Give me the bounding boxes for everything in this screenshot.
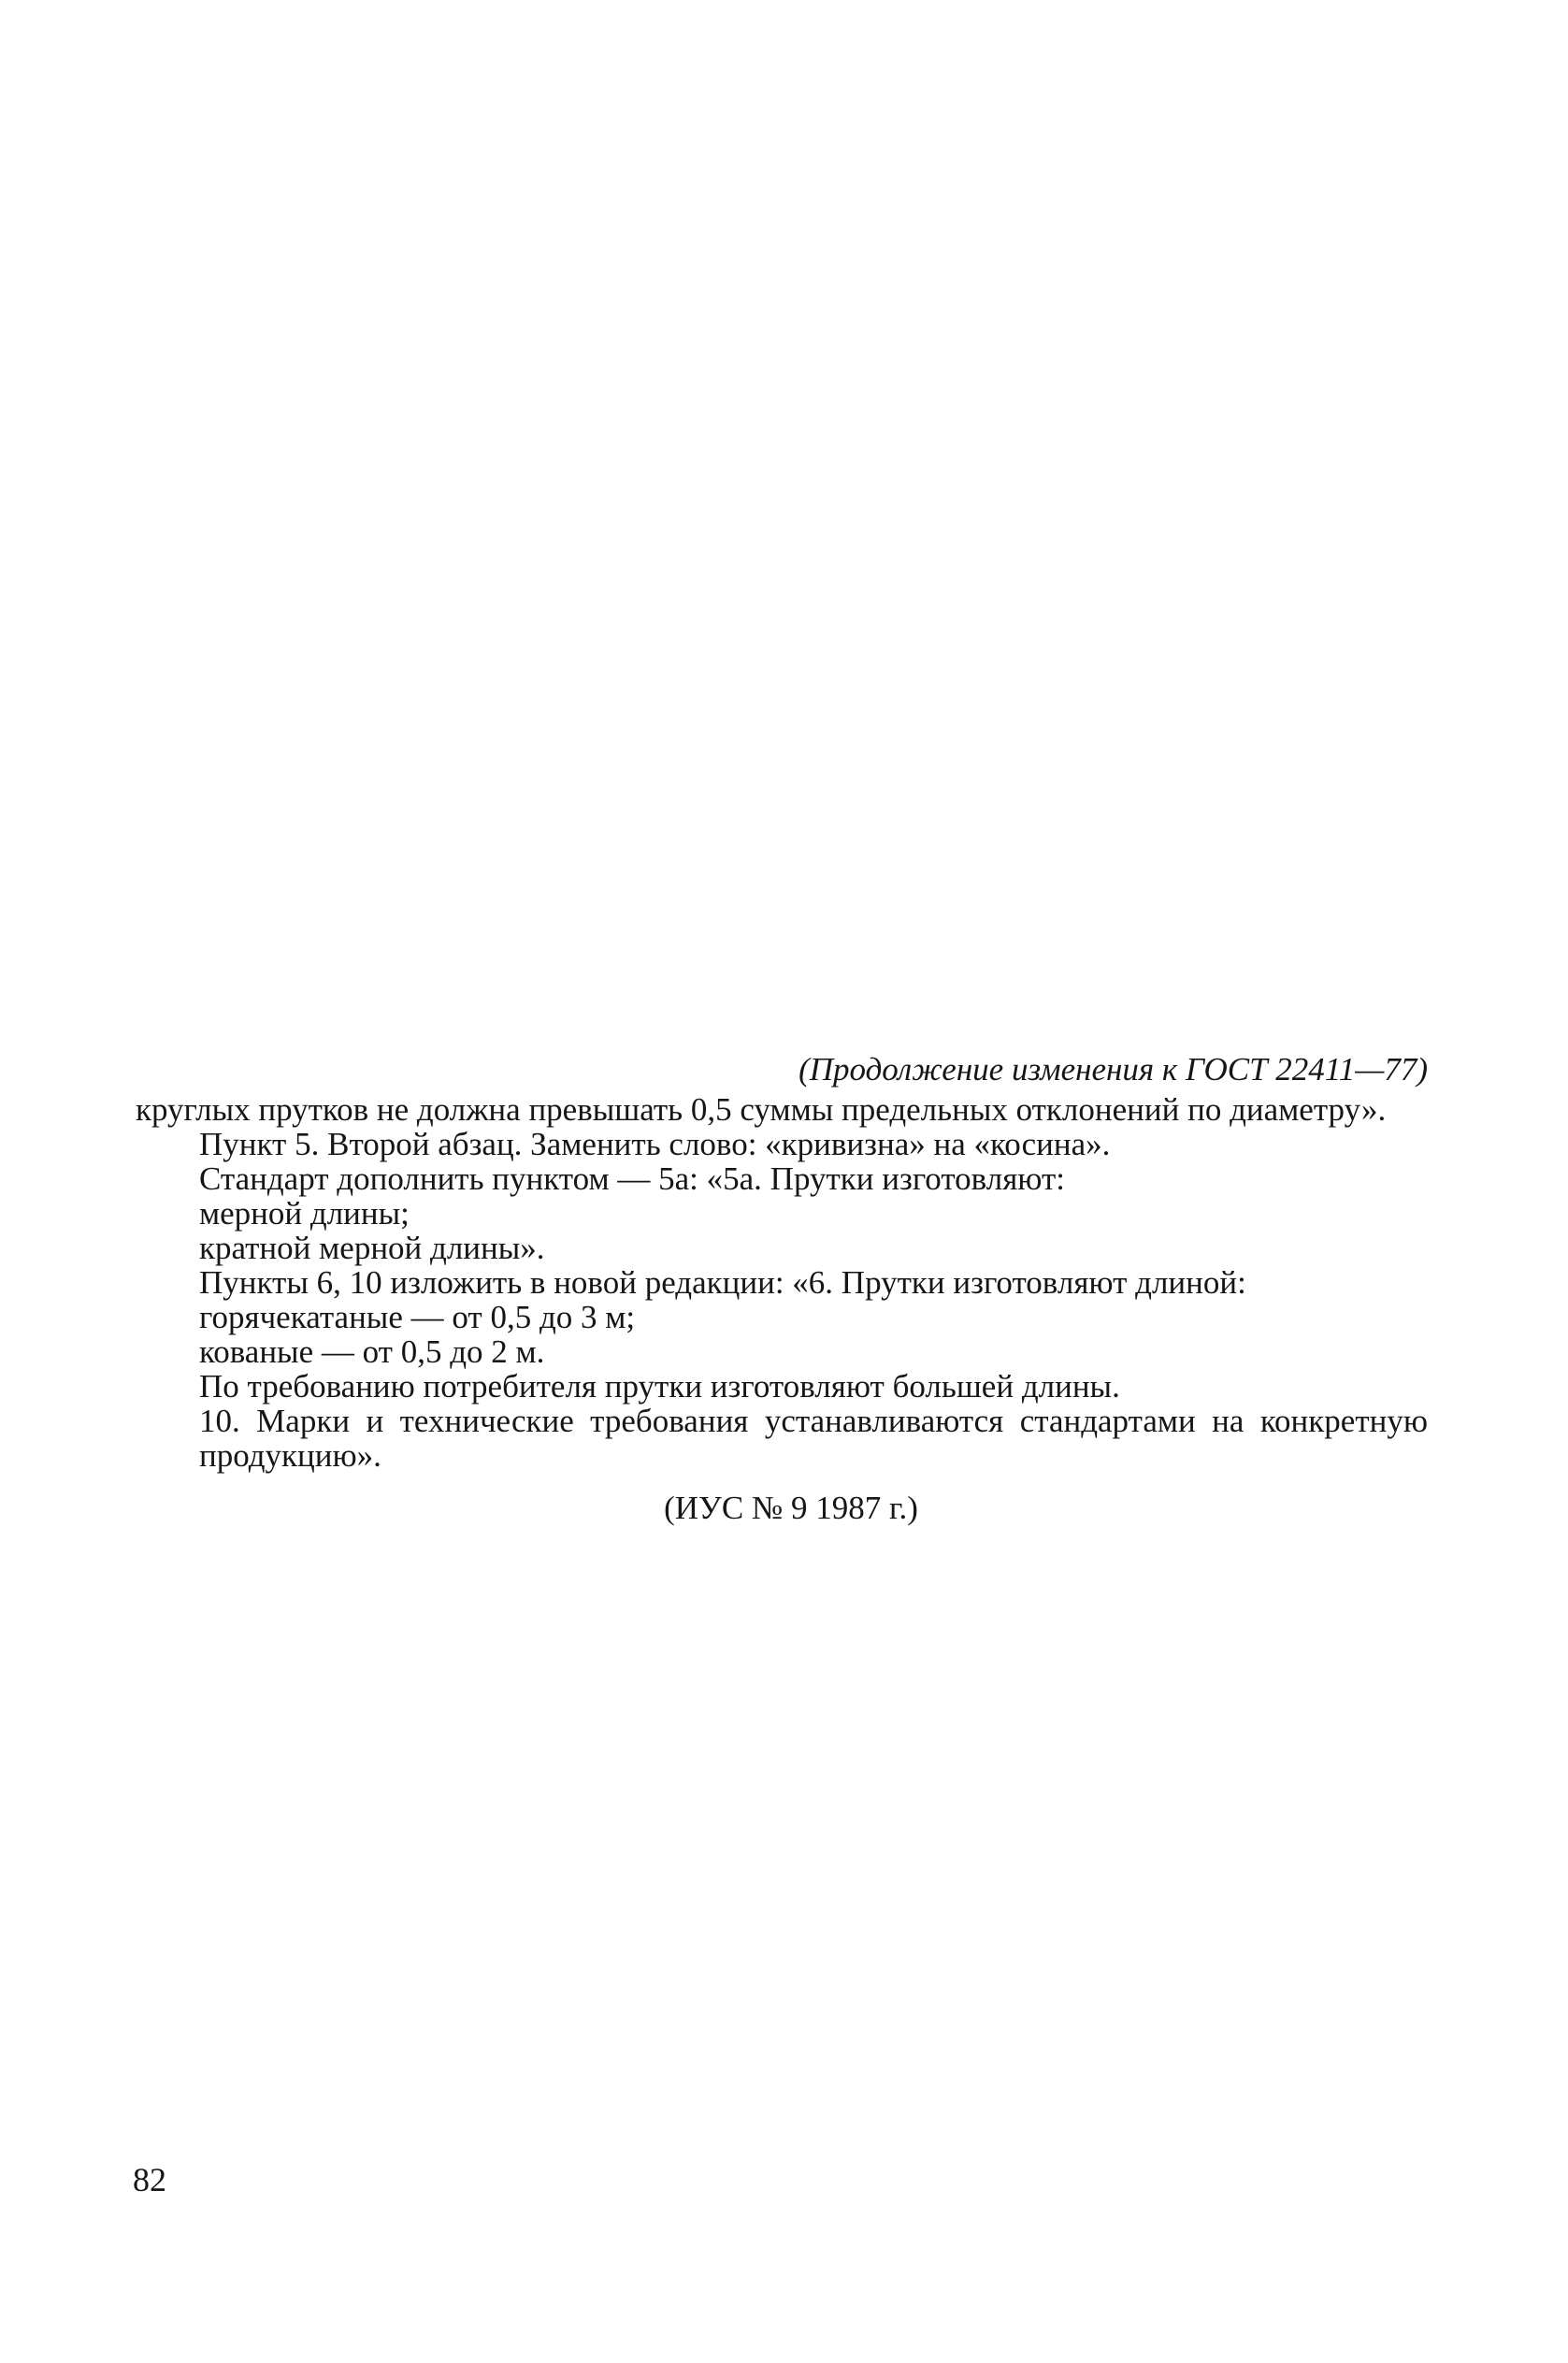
paragraph-hot-rolled: горячекатаные — от 0,5 до 3 м;	[199, 1299, 636, 1335]
paragraph-forged: кованые — от 0,5 до 2 м.	[199, 1333, 545, 1370]
paragraph-consumer-request: По требованию потребителя прутки изготовляют большей длины.	[199, 1368, 1120, 1405]
paragraph-item-5a: Стандарт дополнить пунктом — 5а: «5а. Прутки изготовляют:	[199, 1160, 1066, 1197]
paragraph-item-5: Пункт 5. Второй абзац. Заменить слово: «кривизна» на «косина».	[199, 1126, 1111, 1162]
paragraph-rods-deviation: круглых прутков не должна превышать 0,5 суммы предельных отклонений по диаметру».	[136, 1091, 1387, 1128]
paragraph-multiple-length: кратной мерной длины».	[199, 1230, 545, 1266]
paragraph-items-6-10: Пункты 6, 10 изложить в новой редакции: «6. Прутки изготовляют длиной:	[199, 1264, 1246, 1301]
paragraph-item-10: 10. Марки и технические требования устанавливаются стандартами на конкретную продукцию».	[199, 1403, 1428, 1474]
page-number: 82	[133, 2161, 166, 2198]
document-body	[136, 1052, 1428, 1525]
continuation-heading: (Продолжение изменения к ГОСТ 22411—77)	[798, 1051, 1428, 1088]
source-reference: (ИУС № 9 1987 г.)	[664, 1490, 918, 1526]
paragraph-measured-length: мерной длины;	[199, 1195, 410, 1232]
